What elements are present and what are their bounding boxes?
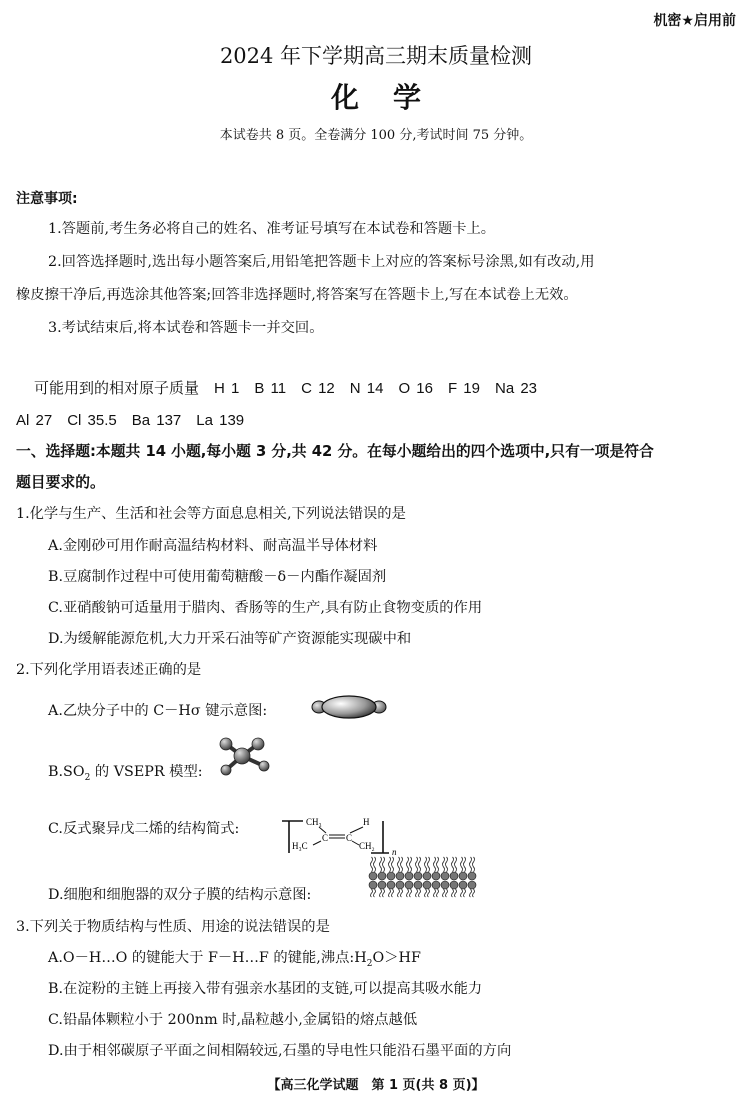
page-footer: 【高三化学试题 第 1 页(共 8 页)】 bbox=[267, 1078, 485, 1093]
lipid-head bbox=[414, 872, 422, 880]
q3-option-c: C.铅晶体颗粒小于 200nm 时,晶粒越小,金属铅的熔点越低 bbox=[48, 1012, 418, 1028]
confidential-label: 机密★启用前 bbox=[653, 13, 736, 29]
q3-option-b: B.在淀粉的主链上再接入带有强亲水基团的支链,可以提高其吸水能力 bbox=[48, 981, 483, 997]
lipid-tail bbox=[407, 889, 409, 897]
lipid-tail bbox=[380, 889, 382, 897]
lipid-tail bbox=[380, 857, 382, 872]
lipid-tail bbox=[461, 889, 463, 897]
lipid-tail bbox=[455, 889, 457, 897]
lipid-tail bbox=[461, 857, 463, 872]
lipid-head bbox=[387, 881, 395, 889]
lipid-tail bbox=[419, 889, 421, 897]
section-heading-line-2: 题目要求的。 bbox=[16, 474, 105, 491]
notice-item-1: 1.答题前,考生务必将自己的姓名、准考证号填写在本试卷和答题卡上。 bbox=[48, 221, 496, 237]
section-heading-line-1: 一、选择题:本题共 14 小题,每小题 3 分,共 42 分。在每小题给出的四个选项中,只有一项是符合 bbox=[16, 443, 654, 460]
q1-option-c: C.亚硝酸钠可适量用于腊肉、香肠等的生产,具有防止食物变质的作用 bbox=[48, 600, 483, 616]
lipid-head bbox=[423, 872, 431, 880]
lipid-tail bbox=[389, 857, 391, 872]
lipid-tail bbox=[455, 857, 457, 872]
lipid-head bbox=[432, 881, 440, 889]
q1-stem: 1.化学与生产、生活和社会等方面息息相关,下列说法错误的是 bbox=[16, 506, 406, 522]
lipid-head bbox=[441, 872, 449, 880]
q1-option-a: A.金刚砂可用作耐高温结构材料、耐高温半导体材料 bbox=[48, 538, 378, 554]
subject-title: 化学 bbox=[330, 81, 455, 114]
vsepr-model-diagram bbox=[214, 736, 272, 778]
lipid-head bbox=[459, 881, 467, 889]
lipid-head bbox=[378, 872, 386, 880]
lipid-tail bbox=[425, 889, 427, 897]
h-label: H bbox=[363, 817, 370, 827]
lipid-head bbox=[459, 872, 467, 880]
lipid-tail bbox=[425, 857, 427, 872]
lipid-head bbox=[423, 881, 431, 889]
lipid-tail bbox=[383, 857, 385, 872]
lipid-head bbox=[396, 872, 404, 880]
lipid-tail bbox=[443, 857, 445, 872]
ch2-label: CH₂ bbox=[359, 841, 375, 851]
lipid-tail bbox=[374, 889, 376, 897]
notice-heading: 注意事项: bbox=[16, 191, 78, 207]
c1-label: C bbox=[322, 833, 329, 843]
lipid-tail bbox=[389, 889, 391, 897]
lipid-tail bbox=[371, 857, 373, 872]
notice-item-2-line-1: 2.回答选择题时,选出每小题答案后,用铅笔把答题卡上对应的答案标号涂黑,如有改动,用 bbox=[48, 254, 595, 270]
notice-item-2-line-2: 橡皮擦干净后,再选涂其他答案;回答非选择题时,将答案写在答题卡上,写在本试卷上无效。 bbox=[16, 287, 578, 303]
lipid-head bbox=[387, 872, 395, 880]
q3-stem: 3.下列关于物质结构与性质、用途的说法错误的是 bbox=[16, 919, 330, 935]
lipid-tail bbox=[398, 889, 400, 897]
lipid-tail bbox=[443, 889, 445, 897]
n-subscript: n bbox=[392, 847, 397, 855]
lipid-tail bbox=[434, 857, 436, 872]
lipid-head bbox=[405, 872, 413, 880]
atomic-masses-line-2: Al 27 Cl 35.5 Ba 137 La 139 bbox=[16, 412, 245, 429]
lipid-tail bbox=[374, 857, 376, 872]
lipid-tail bbox=[470, 889, 472, 897]
notice-item-3: 3.考试结束后,将本试卷和答题卡一并交回。 bbox=[48, 320, 324, 336]
lipid-tail bbox=[419, 857, 421, 872]
lipid-tail bbox=[452, 857, 454, 872]
lipid-head bbox=[450, 881, 458, 889]
lipid-tail bbox=[473, 857, 475, 872]
lipid-tail bbox=[401, 889, 403, 897]
lipid-tail bbox=[473, 889, 475, 897]
lipid-tail bbox=[407, 857, 409, 872]
lipid-tail bbox=[437, 889, 439, 897]
lipid-tail bbox=[464, 889, 466, 897]
exam-title: 2024 年下学期高三期末质量检测 bbox=[219, 44, 533, 68]
lipid-head bbox=[450, 872, 458, 880]
q1-option-d: D.为缓解能源危机,大力开采石油等矿产资源能实现碳中和 bbox=[48, 631, 412, 647]
lipid-tail bbox=[383, 889, 385, 897]
lipid-tail bbox=[464, 857, 466, 872]
bilayer-membrane-diagram bbox=[368, 852, 482, 900]
lipid-tail bbox=[371, 889, 373, 897]
lipid-tail bbox=[452, 889, 454, 897]
q3-option-d: D.由于相邻碳原子平面之间相隔较远,石墨的导电性只能沿石墨平面的方向 bbox=[48, 1043, 512, 1059]
q2-stem: 2.下列化学用语表述正确的是 bbox=[16, 662, 202, 678]
lipid-head bbox=[396, 881, 404, 889]
lipid-tail bbox=[470, 857, 472, 872]
lipid-head bbox=[369, 872, 377, 880]
lipid-tail bbox=[392, 889, 394, 897]
lipid-tail bbox=[446, 857, 448, 872]
polyisoprene-structure bbox=[279, 815, 407, 855]
lipid-tail bbox=[401, 857, 403, 872]
lipid-head bbox=[432, 872, 440, 880]
lipid-head bbox=[405, 881, 413, 889]
lipid-tail bbox=[437, 857, 439, 872]
q3-option-a: A.O－H…O 的键能大于 F－H…F 的键能,沸点$:H_2O>HF$ bbox=[48, 950, 421, 969]
lipid-tail bbox=[434, 889, 436, 897]
sigma-bond-diagram bbox=[310, 690, 388, 724]
q2-option-c: C.反式聚异戊二烯的结构简式: bbox=[48, 821, 240, 837]
lipid-tail bbox=[392, 857, 394, 872]
lipid-head bbox=[468, 881, 476, 889]
lipid-tail bbox=[416, 889, 418, 897]
lipid-head bbox=[414, 881, 422, 889]
lipid-tail bbox=[410, 889, 412, 897]
lipid-tail bbox=[428, 857, 430, 872]
lipid-tail bbox=[416, 857, 418, 872]
c2-label: C bbox=[346, 833, 353, 843]
lipid-tail bbox=[446, 889, 448, 897]
lipid-head bbox=[378, 881, 386, 889]
ch3-label: CH₃ bbox=[306, 817, 322, 827]
lipid-tail bbox=[428, 889, 430, 897]
q2-option-b: $B.SO_2$ 的 VSEPR 模型: bbox=[48, 764, 203, 783]
lipid-head bbox=[468, 872, 476, 880]
q2-option-a: A.乙炔分子中的 C－Hσ 键示意图: bbox=[48, 703, 268, 719]
lipid-head bbox=[441, 881, 449, 889]
lipid-tail bbox=[398, 857, 400, 872]
lipid-tail bbox=[410, 857, 412, 872]
h3c-label: H₃C bbox=[292, 841, 308, 851]
atomic-masses-line-1: 可能用到的相对原子质量 H 1 B 11 C 12 N 14 O 16 F 19 Na 23 bbox=[34, 380, 538, 397]
q1-option-b: B.豆腐制作过程中可使用葡萄糖酸－δ－内酯作凝固剂 bbox=[48, 569, 387, 585]
lipid-head bbox=[369, 881, 377, 889]
q2-option-d: D.细胞和细胞器的双分子膜的结构示意图: bbox=[48, 887, 312, 903]
exam-info: 本试卷共 8 页。全卷满分 100 分,考试时间 75 分钟。 bbox=[219, 128, 533, 143]
